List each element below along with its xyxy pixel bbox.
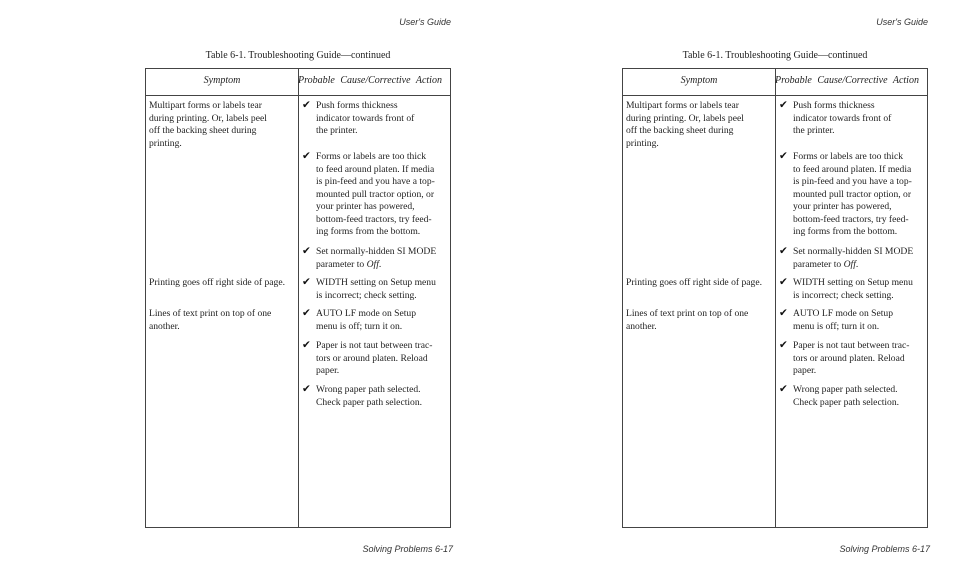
symptom-cell: Multipart forms or labels tear during printing. Or, labels peel off the backing sheet during printing. (626, 100, 744, 149)
action-text: Paper is not taut between trac- tors or around platen. Reload paper. (793, 340, 910, 376)
si-mode-value: Off (843, 258, 856, 270)
checkmark-icon: ✔ (302, 307, 311, 319)
right-page (477, 0, 954, 580)
si-mode-value: Off (366, 258, 379, 270)
symptom-cell: Lines of text print on top of one another. (626, 308, 749, 332)
action-text: Push forms thickness indicator towards front of the printer. (316, 100, 415, 136)
action-text: Push forms thickness indicator towards front of the printer. (793, 100, 892, 136)
running-head: User's Guide (876, 17, 928, 27)
symptom-header: Symptom (203, 75, 241, 86)
action-item (302, 246, 448, 271)
header-divider (146, 95, 450, 96)
table-caption: Table 6-1. Troubleshooting Guide—continued (682, 50, 868, 61)
action-text: Forms or labels are too thick to feed around platen. If media is pin-feed and you have a top- mounted pull tractor option, or your printer has powered, bottom-feed tractors, try feed- ing forms from the bottom. (793, 151, 912, 237)
table-caption: Table 6-1. Troubleshooting Guide—continued (205, 50, 391, 61)
action-text: AUTO LF mode on Setup menu is off; turn it on. (316, 308, 417, 332)
action-text: AUTO LF mode on Setup menu is off; turn it on. (793, 308, 894, 332)
symptom-cell: Lines of text print on top of one another. (149, 308, 272, 332)
action-item (779, 277, 925, 302)
action-item (302, 151, 448, 239)
action-item (779, 151, 925, 239)
column-divider (298, 69, 299, 527)
troubleshooting-table (145, 68, 451, 528)
page-footer: Solving Problems 6-17 (362, 544, 453, 554)
running-head: User's Guide (399, 17, 451, 27)
checkmark-icon: ✔ (779, 99, 788, 111)
symptom-cell: Printing goes off right side of page. (626, 277, 762, 288)
cause-header: Probable Cause/Corrective Action (775, 75, 919, 86)
checkmark-icon: ✔ (302, 245, 311, 257)
action-item (779, 246, 925, 271)
action-text-main: Set normally-hidden SI MODE parameter to (316, 246, 437, 270)
action-text: Wrong paper path selected. Check paper path selection. (316, 384, 423, 408)
checkmark-icon: ✔ (779, 307, 788, 319)
action-text: Set normally-hidden SI MODE parameter to Off. (793, 246, 914, 270)
troubleshooting-table (622, 68, 928, 528)
action-item (779, 384, 925, 409)
action-item (779, 308, 925, 333)
checkmark-icon: ✔ (779, 150, 788, 162)
symptom-header: Symptom (680, 75, 718, 86)
checkmark-icon: ✔ (302, 339, 311, 351)
checkmark-icon: ✔ (779, 276, 788, 288)
action-text: WIDTH setting on Setup menu is incorrect; check setting. (793, 277, 913, 301)
action-text: Set normally-hidden SI MODE parameter to Off. (316, 246, 437, 270)
checkmark-icon: ✔ (302, 150, 311, 162)
action-item (302, 384, 448, 409)
symptom-cell: Printing goes off right side of page. (149, 277, 285, 288)
action-text: Wrong paper path selected. Check paper path selection. (793, 384, 900, 408)
action-text-main: Set normally-hidden SI MODE parameter to (793, 246, 914, 270)
cause-header: Probable Cause/Corrective Action (298, 75, 442, 86)
action-text: Paper is not taut between trac- tors or around platen. Reload paper. (316, 340, 433, 376)
action-item (302, 308, 448, 333)
checkmark-icon: ✔ (302, 383, 311, 395)
action-text: Forms or labels are too thick to feed around platen. If media is pin-feed and you have a top- mounted pull tractor option, or your printer has powered, bottom-feed tractors, try feed- ing forms from the bottom. (316, 151, 435, 237)
action-item (779, 340, 925, 378)
header-divider (623, 95, 927, 96)
column-divider (775, 69, 776, 527)
action-text: WIDTH setting on Setup menu is incorrect; check setting. (316, 277, 436, 301)
symptom-cell: Multipart forms or labels tear during printing. Or, labels peel off the backing sheet during printing. (149, 100, 267, 149)
action-item (302, 100, 448, 138)
page-footer: Solving Problems 6-17 (839, 544, 930, 554)
checkmark-icon: ✔ (779, 245, 788, 257)
action-item (302, 340, 448, 378)
checkmark-icon: ✔ (302, 276, 311, 288)
action-item (779, 100, 925, 138)
checkmark-icon: ✔ (779, 339, 788, 351)
checkmark-icon: ✔ (302, 99, 311, 111)
action-item (302, 277, 448, 302)
checkmark-icon: ✔ (779, 383, 788, 395)
